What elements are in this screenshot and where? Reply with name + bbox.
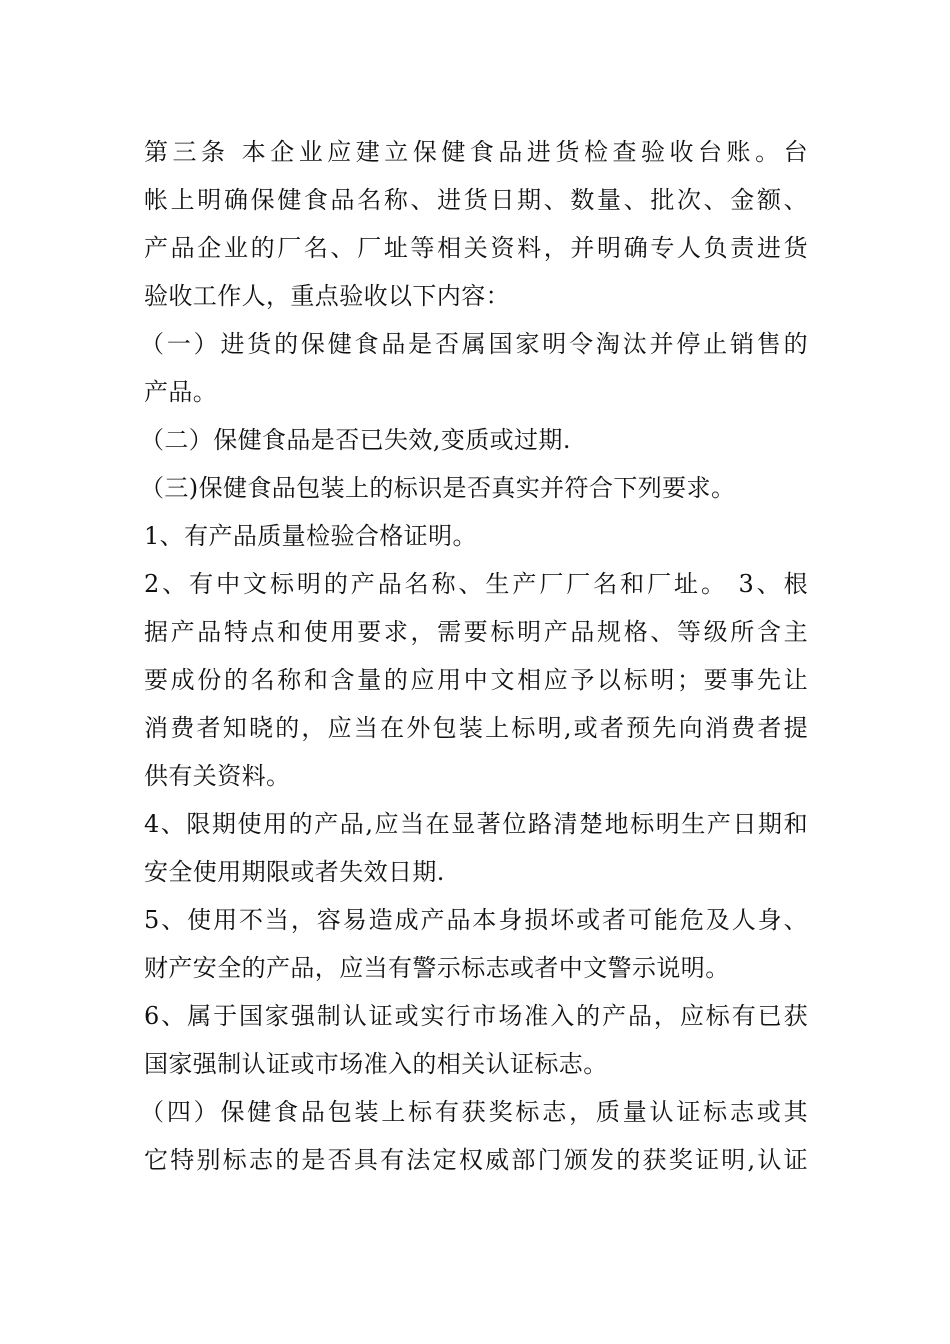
text-line-21: （四）保健食品包装上标有获奖标志，质量认证标志或其 [140,1098,808,1126]
text-line-2: 帐上明确保健食品名称、进货日期、数量、批次、金额、 [144,186,808,214]
text-line-18: 财产安全的产品，应当有警示标志或者中文警示说明。 [144,954,730,982]
text-line-9: 1、有产品质量检验合格证明。 [144,522,477,550]
text-line-11: 据产品特点和使用要求，需要标明产品规格、等级所含主 [144,618,808,646]
text-line-15: 4、限期使用的产品,应当在显著位路清楚地标明生产日期和 [144,810,808,838]
text-line-12: 要成份的名称和含量的应用中文相应予以标明；要事先让 [144,666,808,694]
text-line-8: （三)保健食品包装上的标识是否真实并符合下列要求。 [140,474,736,502]
text-line-19: 6、属于国家强制认证或实行市场准入的产品，应标有已获 [144,1002,808,1030]
text-line-13: 消费者知晓的，应当在外包装上标明,或者预先向消费者提 [144,714,808,742]
text-line-1: 第三条 本企业应建立保健食品进货检查验收台账。台 [144,138,808,166]
text-line-16: 安全使用期限或者失效日期. [144,858,445,886]
text-line-3: 产品企业的厂名、厂址等相关资料，并明确专人负责进货 [144,234,808,262]
text-line-5: （一）进货的保健食品是否属国家明令淘汰并停止销售的 [140,330,808,358]
text-line-22: 它特别标志的是否具有法定权威部门颁发的获奖证明,认证 [144,1146,808,1174]
text-line-17: 5、使用不当，容易造成产品本身损坏或者可能危及人身、 [144,906,808,934]
document-body [140,128,808,1184]
text-line-6: 产品。 [144,378,218,406]
text-line-7: （二）保健食品是否已失效,变质或过期. [140,426,571,454]
text-line-4: 验收工作人，重点验收以下内容： [144,282,510,310]
text-line-20: 国家强制认证或市场准入的相关认证标志。 [144,1050,608,1078]
text-line-10: 2、有中文标明的产品名称、生产厂厂名和厂址。 3、根 [144,570,808,598]
text-line-14: 供有关资料。 [144,762,291,790]
